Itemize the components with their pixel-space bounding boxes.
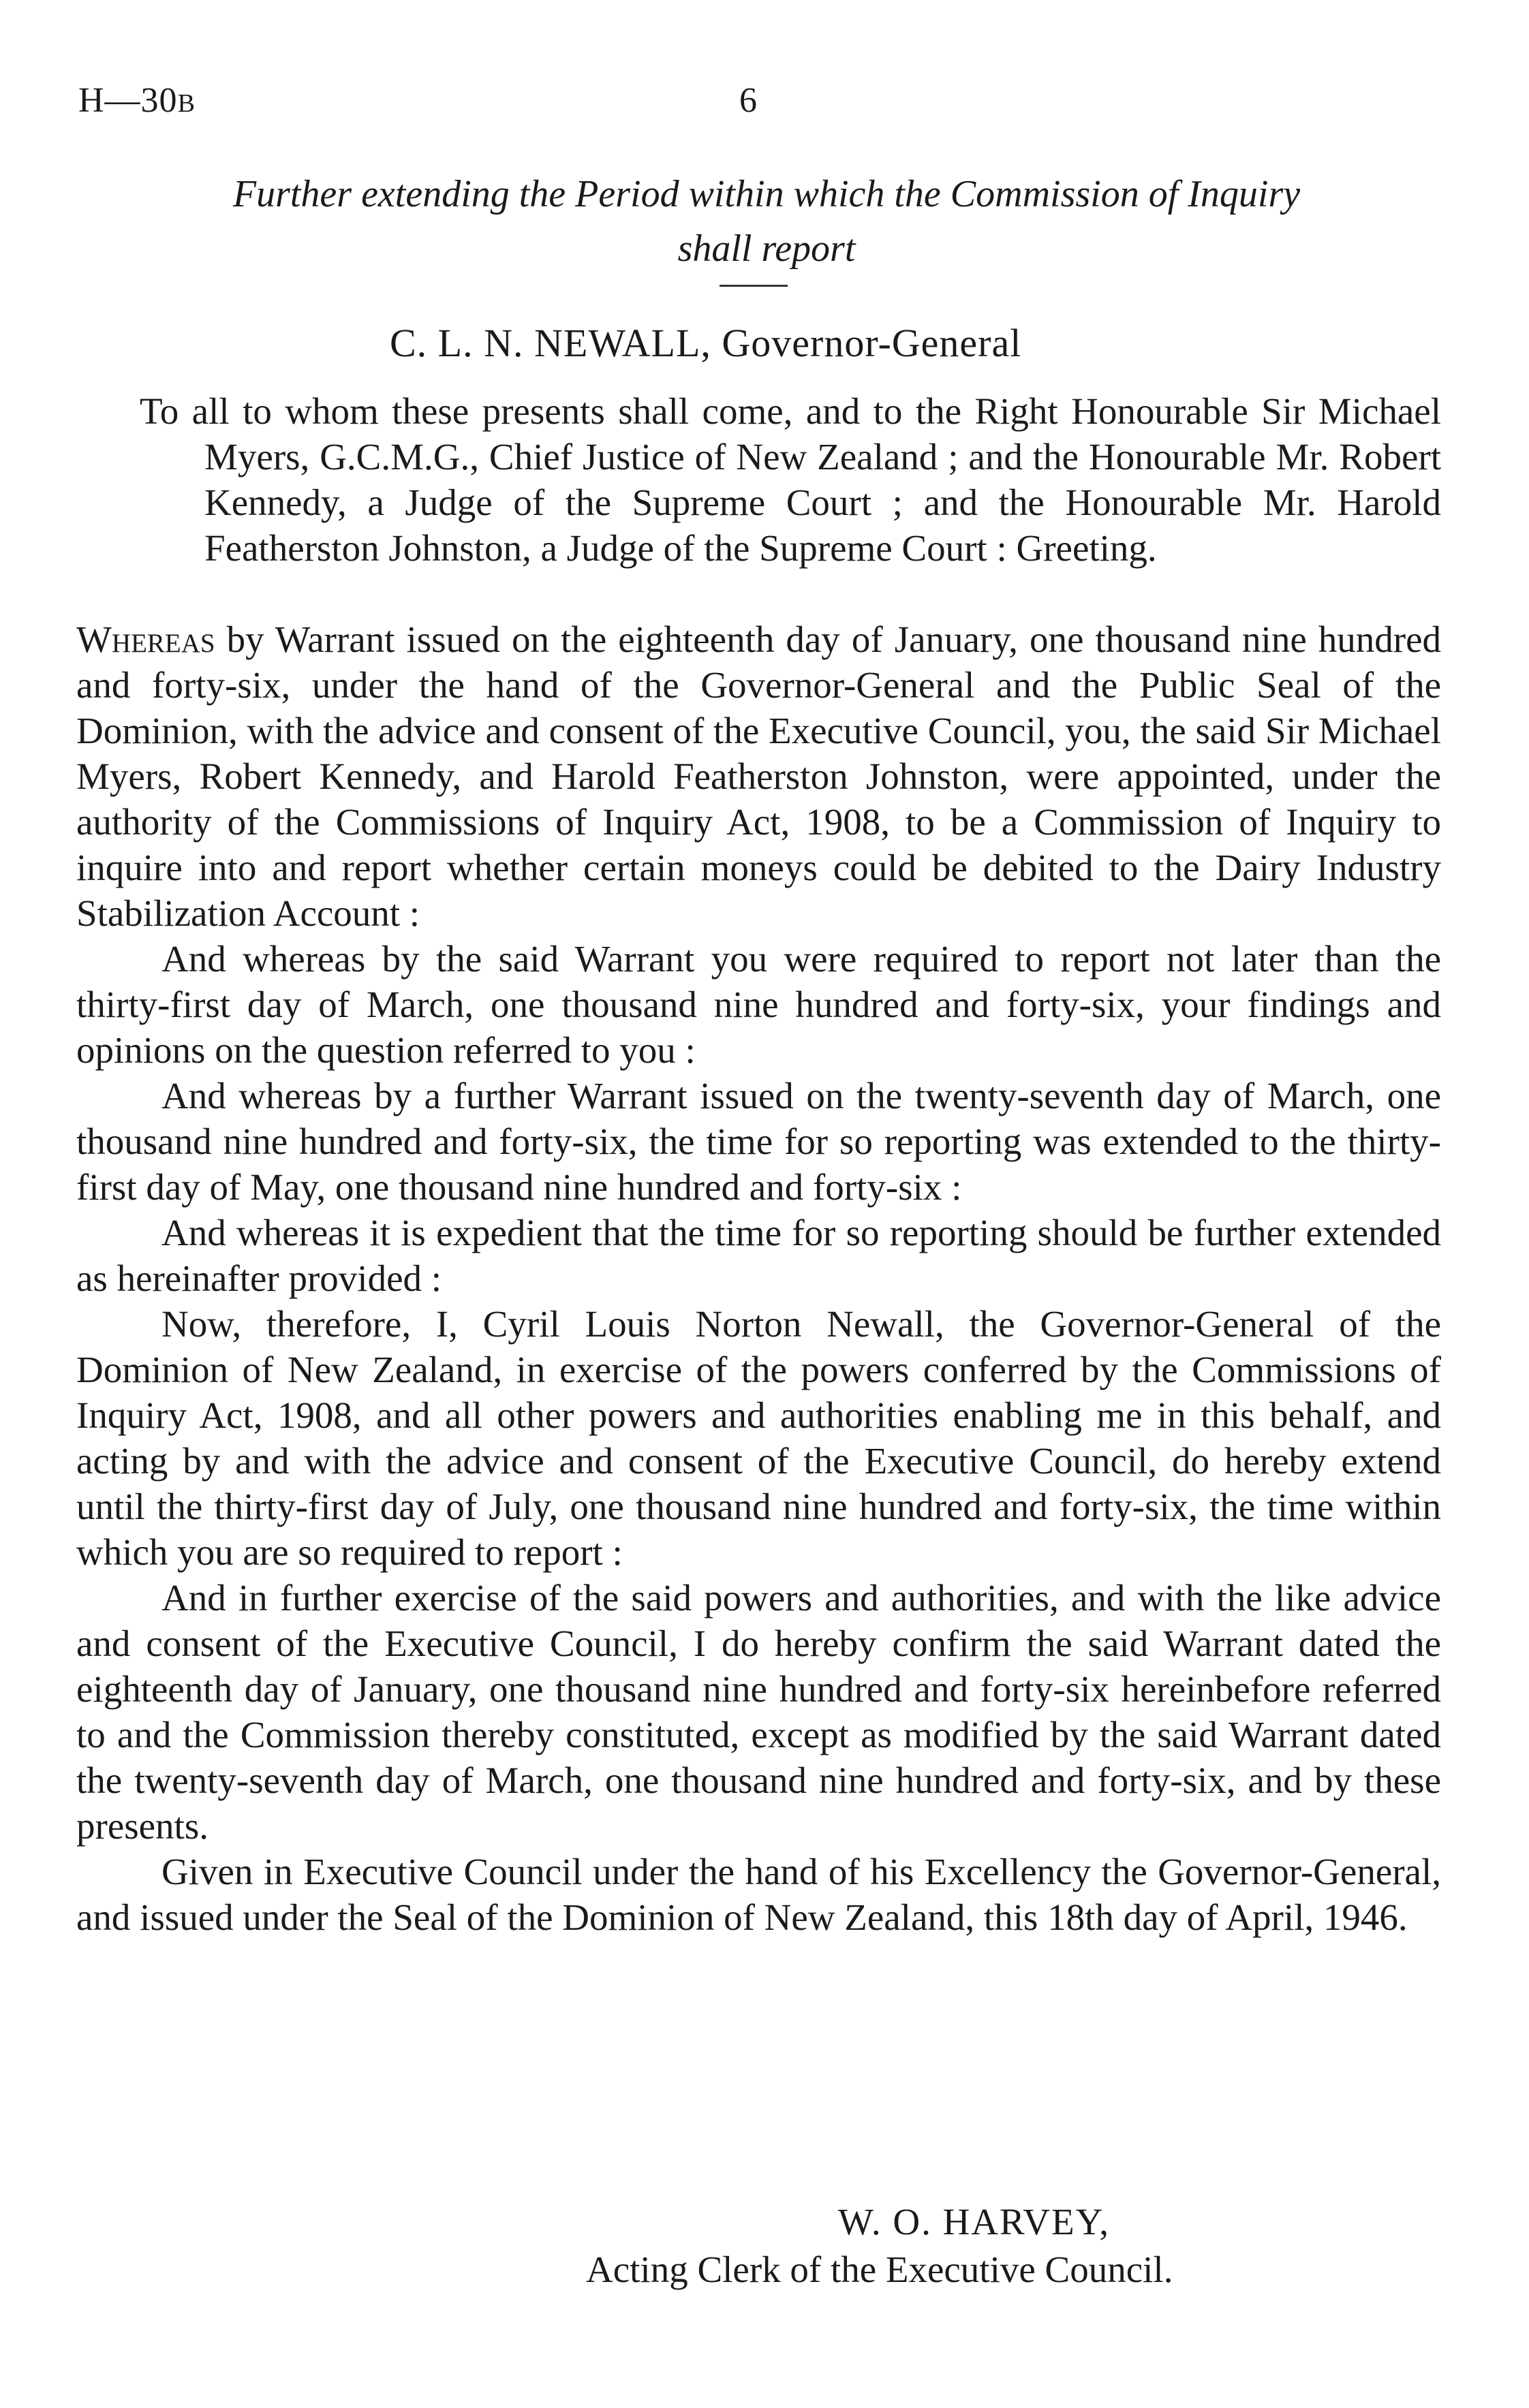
signature-name: W. O. HARVEY, (838, 2201, 1110, 2242)
paragraph-3: And whereas by a further Warrant issued on the twenty-seventh day of March, one thousand nine hundred and forty-six, the time for so reporting was extended to the thirty-first day of May, one thousand nine hundred and forty-six : (76, 1075, 1441, 1208)
title-divider (720, 285, 788, 287)
page-title (82, 167, 1451, 276)
signature-title: Acting Clerk of the Executive Council. (586, 2249, 1173, 2290)
paragraph-7: Given in Executive Council under the hand of his Excellency the Governor-General, and issued under the Seal of the Dominion of New Zealand, this 18th day of April, 1946. (76, 1851, 1441, 1938)
reference-main: H—30 (78, 81, 178, 120)
paragraph-whereas-text: by Warrant issued on the eighteenth day of January, one thousand nine hundred and forty-six, under the hand of the Governor-General and the Public Seal of the Dominion, with the advice and consent of the Executive Council, you, the said Sir Michael Myers, Robert Kennedy, and Harold Featherston Johnston, were appointed, under the authority of the Commissions of Inquiry Act, 1908, to be a Commission of Inquiry to inquire into and report whether certain moneys could be debited to the Dairy Industry Stabilization Account : (76, 619, 1441, 934)
warrant-body (76, 616, 1441, 1940)
paragraph-6: And in further exercise of the said powers and authorities, and with the like advice and consent of the Executive Council, I do hereby confirm the said Warrant dated the eighteenth day of January, one thousand nine hundred and forty-six hereinbefore referred to and the Commission thereby constituted, except as modified by the said Warrant dated the twenty-seventh day of March, one thousand nine hundred and forty-six, and by these presents. (76, 1577, 1441, 1847)
paragraph-whereas (76, 616, 1441, 936)
document-reference (78, 80, 196, 121)
title-line-2: shall report (677, 228, 856, 270)
page-number: 6 (739, 81, 757, 120)
whereas-word: Whereas (76, 619, 215, 660)
governor-general-line: C. L. N. NEWALL, Governor-General (390, 321, 1022, 365)
paragraph-2: And whereas by the said Warrant you were required to report not later than the thirty-first day of March, one thousand nine hundred and forty-six, your findings and opinions on the question referred to you : (76, 938, 1441, 1071)
address-paragraph: To all to whom these presents shall come, and to the Right Honourable Sir Michael Myers, G.C.M.G., Chief Justice of New Zealand ; and the Honourable Mr. Robert Kennedy, a Judge of the Supreme Court ; and the Honourable Mr. Harold Featherston Johnston, a Judge of the Supreme Court : Greeting. (140, 390, 1441, 569)
paragraph-4: And whereas it is expedient that the time for so reporting should be further extended as hereinafter provided : (76, 1212, 1441, 1299)
title-line-1: Further extending the Period within which the Commission of Inquiry (232, 173, 1301, 215)
paragraph-5: Now, therefore, I, Cyril Louis Norton Newall, the Governor-General of the Dominion of New Zealand, in exercise of the powers conferred by the Commissions of Inquiry Act, 1908, and all other powers and authorities enabling me in this behalf, and acting by and with the advice and consent of the Executive Council, do hereby extend until the thirty-first day of July, one thousand nine hundred and forty-six, the time within which you are so required to report : (76, 1303, 1441, 1573)
reference-suffix: B (177, 89, 196, 118)
